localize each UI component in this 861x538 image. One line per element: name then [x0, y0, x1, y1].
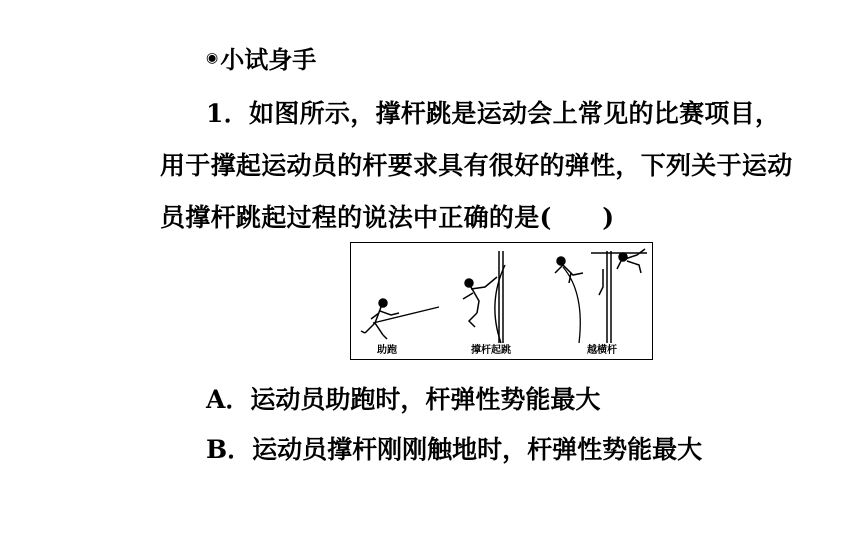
- question-line-3: 员撑杆跳起过程的说法中正确的是( ): [160, 203, 615, 232]
- pole-vault-figure: [350, 242, 653, 360]
- option-a[interactable]: A．运动员助跑时，杆弹性势能最大: [206, 385, 601, 414]
- caption-run: 助跑: [377, 345, 397, 356]
- bar-clear-figure: [555, 249, 647, 343]
- caption-takeoff: 撑杆起跳: [471, 345, 511, 356]
- takeoff-figure: [463, 251, 505, 343]
- target-bullet-icon: ◉: [206, 49, 219, 66]
- option-b[interactable]: B．运动员撑杆刚刚触地时，杆弹性势能最大: [206, 435, 703, 464]
- question-line-2: 用于撑起运动员的杆要求具有很好的弹性，下列关于运动: [160, 151, 793, 180]
- section-title: 小试身手: [220, 46, 317, 74]
- section-heading: [206, 40, 316, 75]
- runner-figure: [361, 299, 439, 339]
- question-line-1: 1．如图所示，撑杆跳是运动会上常见的比赛项目，: [206, 99, 781, 128]
- caption-over-bar: 越横杆: [587, 345, 617, 356]
